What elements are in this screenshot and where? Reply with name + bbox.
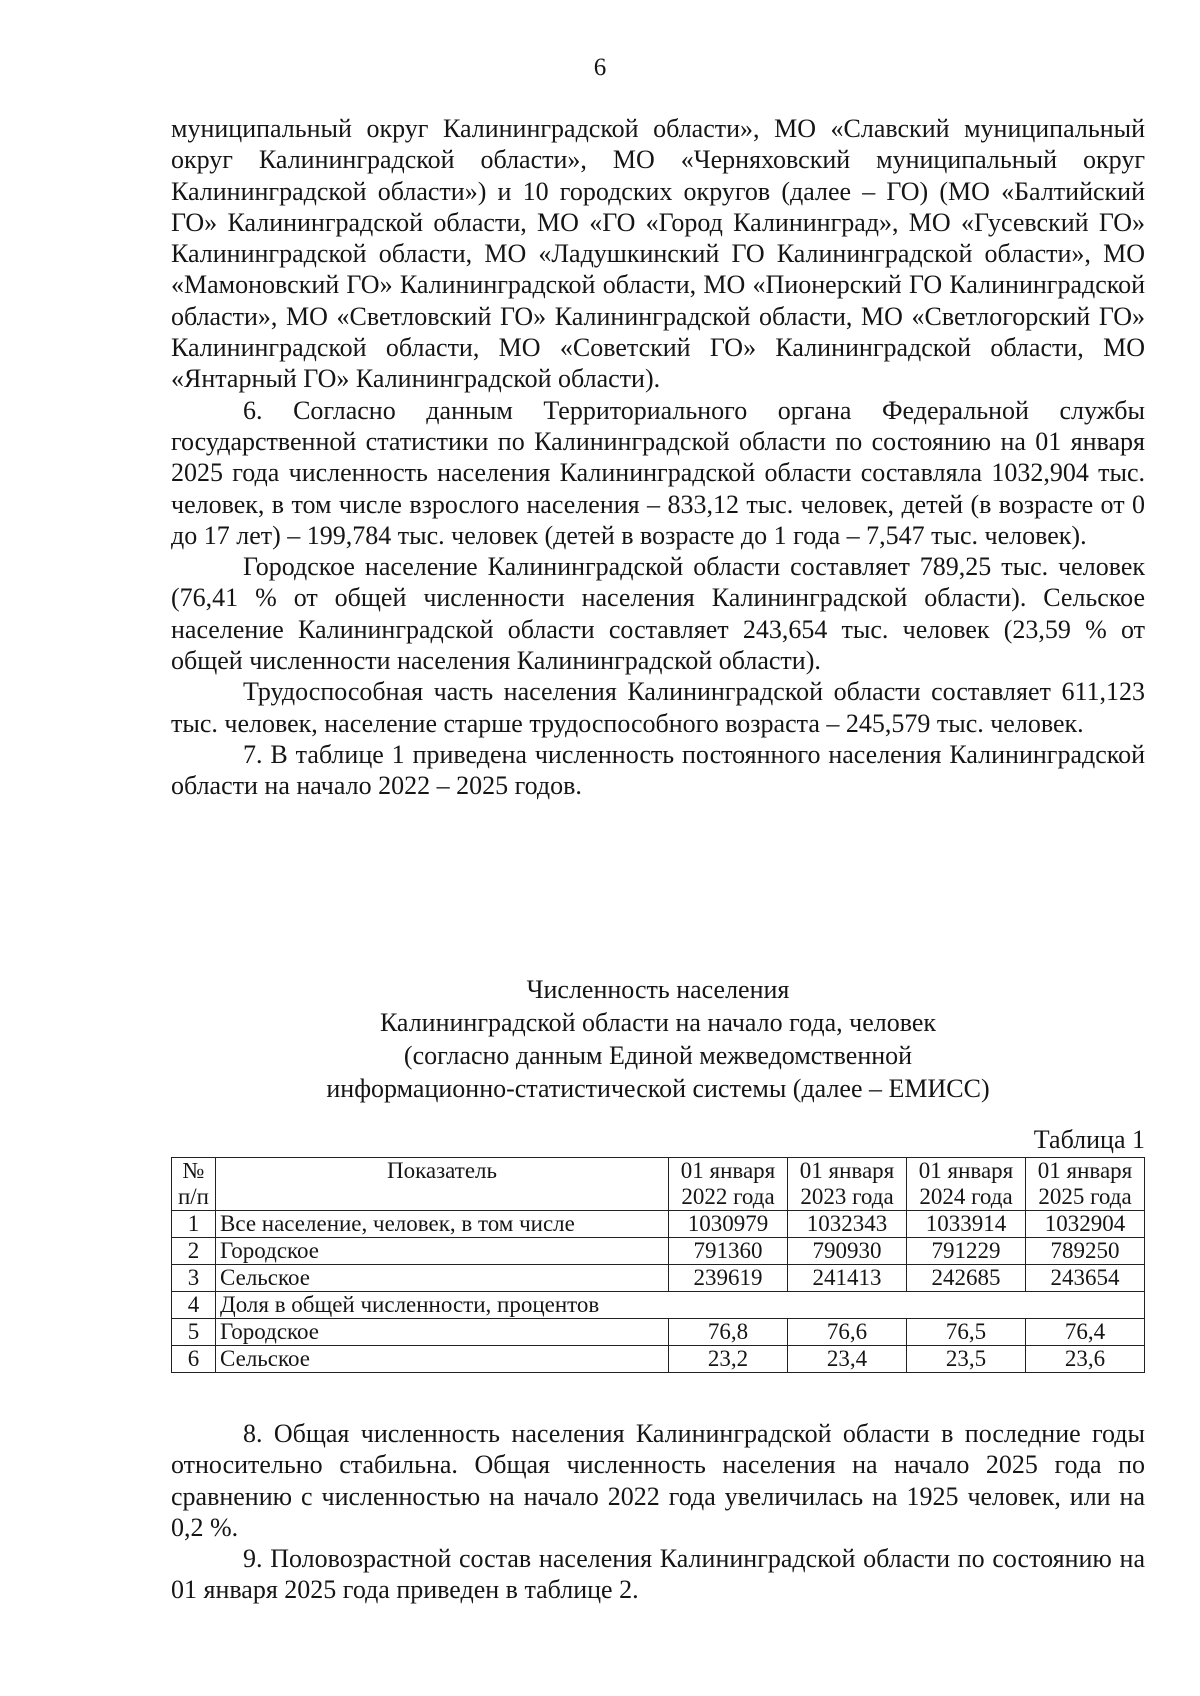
row-value: 23,2	[669, 1346, 788, 1373]
body-text-upper	[171, 113, 1145, 802]
table-row	[172, 1265, 1145, 1292]
header-year-2022: 01 января 2022 года	[669, 1158, 788, 1211]
row-value: 242685	[907, 1265, 1026, 1292]
row-value: 790930	[788, 1238, 907, 1265]
page-number: 6	[593, 54, 607, 81]
header-year-2023: 01 января 2023 года	[788, 1158, 907, 1211]
row-value: 1032343	[788, 1211, 907, 1238]
row-value: 76,5	[907, 1319, 1026, 1346]
row-value: 1032904	[1026, 1211, 1145, 1238]
paragraph-9: 9. Половозрастной состав населения Калининградской области по состоянию на 01 января 2025 года приведен в таблице 2.	[171, 1544, 1145, 1605]
row-value: 789250	[1026, 1238, 1145, 1265]
table-title-line-1: Численность населения	[526, 975, 790, 1004]
row-num: 2	[172, 1238, 216, 1265]
table-row	[172, 1319, 1145, 1346]
table-header-row	[172, 1158, 1145, 1211]
header-year-2024: 01 января 2024 года	[907, 1158, 1026, 1211]
row-indicator: Сельское	[216, 1265, 669, 1292]
table-title-line-3: (согласно данным Единой межведомственной	[403, 1041, 913, 1070]
row-value: 23,4	[788, 1346, 907, 1373]
paragraph-8: 8. Общая численность населения Калининградской области в последние годы относительно стабильна. Общая численность населения на начало 2025 года по сравнению с численностью на начало 2022 года увеличилась на 1925 человек, или на 0,2 %.	[171, 1419, 1145, 1542]
row-indicator: Сельское	[216, 1346, 669, 1373]
row-value: 791360	[669, 1238, 788, 1265]
row-value: 791229	[907, 1238, 1026, 1265]
row-indicator: Городское	[216, 1238, 669, 1265]
body-text-lower	[171, 1418, 1145, 1606]
row-value: 23,5	[907, 1346, 1026, 1373]
table-row	[172, 1292, 1145, 1319]
row-num: 1	[172, 1211, 216, 1238]
paragraph-mo-list: муниципальный округ Калининградской области», МО «Славский муниципальный округ Калининградской области», МО «Черняховский муниципальный округ Калининградской области») и 10 городских округов (далее – ГО) (МО «Балтийский ГО» Калининградской области, МО «ГО «Город Калининград», МО «Гусевский ГО» Калининградской области, МО «Ладушкинский ГО Калининградской области», МО «Мамоновский ГО» Калининградской области, МО «Пионерский ГО Калининградской области», МО «Светловский ГО» Калининградской области, МО «Светлогорский ГО» Калининградской области, МО «Советский ГО» Калининградской области, МО «Янтарный ГО» Калининградской области).	[171, 114, 1145, 394]
row-num: 3	[172, 1265, 216, 1292]
header-indicator: Показатель	[216, 1158, 669, 1211]
table-row	[172, 1238, 1145, 1265]
row-indicator-section: Доля в общей численности, процентов	[216, 1292, 1145, 1319]
row-num: 6	[172, 1346, 216, 1373]
paragraph-6: 6. Согласно данным Территориального органа Федеральной службы государственной статистики по Калининградской области по состоянию на 01 января 2025 года численность населения Калининградской области составляла 1032,904 тыс. человек, в том числе взрослого населения – 833,12 тыс. человек, детей (в возрасте от 0 до 17 лет) – 199,784 тыс. человек (детей в возрасте до 1 года – 7,547 тыс. человек).	[171, 395, 1145, 550]
table-label: Таблица 1	[1033, 1125, 1145, 1154]
row-value: 23,6	[1026, 1346, 1145, 1373]
row-value: 239619	[669, 1265, 788, 1292]
table-title-line-4: информационно-статистической системы (далее – ЕМИСС)	[326, 1074, 990, 1103]
table-row	[172, 1346, 1145, 1373]
row-value: 1033914	[907, 1211, 1026, 1238]
paragraph-urban-rural: Городское население Калининградской области составляет 789,25 тыс. человек (76,41 % от общей численности населения Калининградской области). Сельское население Калининградской области составляет 243,654 тыс. человек (23,59 % от общей численности населения Калининградской области).	[171, 552, 1145, 676]
table-row	[172, 1211, 1145, 1238]
row-value: 76,8	[669, 1319, 788, 1346]
row-value: 241413	[788, 1265, 907, 1292]
table-title	[171, 973, 1145, 1105]
row-value: 243654	[1026, 1265, 1145, 1292]
row-indicator: Все население, человек, в том числе	[216, 1211, 669, 1238]
paragraph-7: 7. В таблице 1 приведена численность постоянного населения Калининградской области на начало 2022 – 2025 годов.	[171, 739, 1145, 801]
header-year-2025: 01 января 2025 года	[1026, 1158, 1145, 1211]
row-num: 5	[172, 1319, 216, 1346]
paragraph-working-age: Трудоспособная часть населения Калининградской области составляет 611,123 тыс. человек, население старше трудоспособного возраста – 245,579 тыс. человек.	[171, 677, 1145, 738]
population-table	[171, 1157, 1145, 1373]
table-title-line-2: Калининградской области на начало года, человек	[379, 1008, 937, 1037]
row-value: 76,6	[788, 1319, 907, 1346]
header-num: № п/п	[172, 1158, 216, 1211]
row-indicator: Городское	[216, 1319, 669, 1346]
row-num: 4	[172, 1292, 216, 1319]
row-value: 1030979	[669, 1211, 788, 1238]
row-value: 76,4	[1026, 1319, 1145, 1346]
